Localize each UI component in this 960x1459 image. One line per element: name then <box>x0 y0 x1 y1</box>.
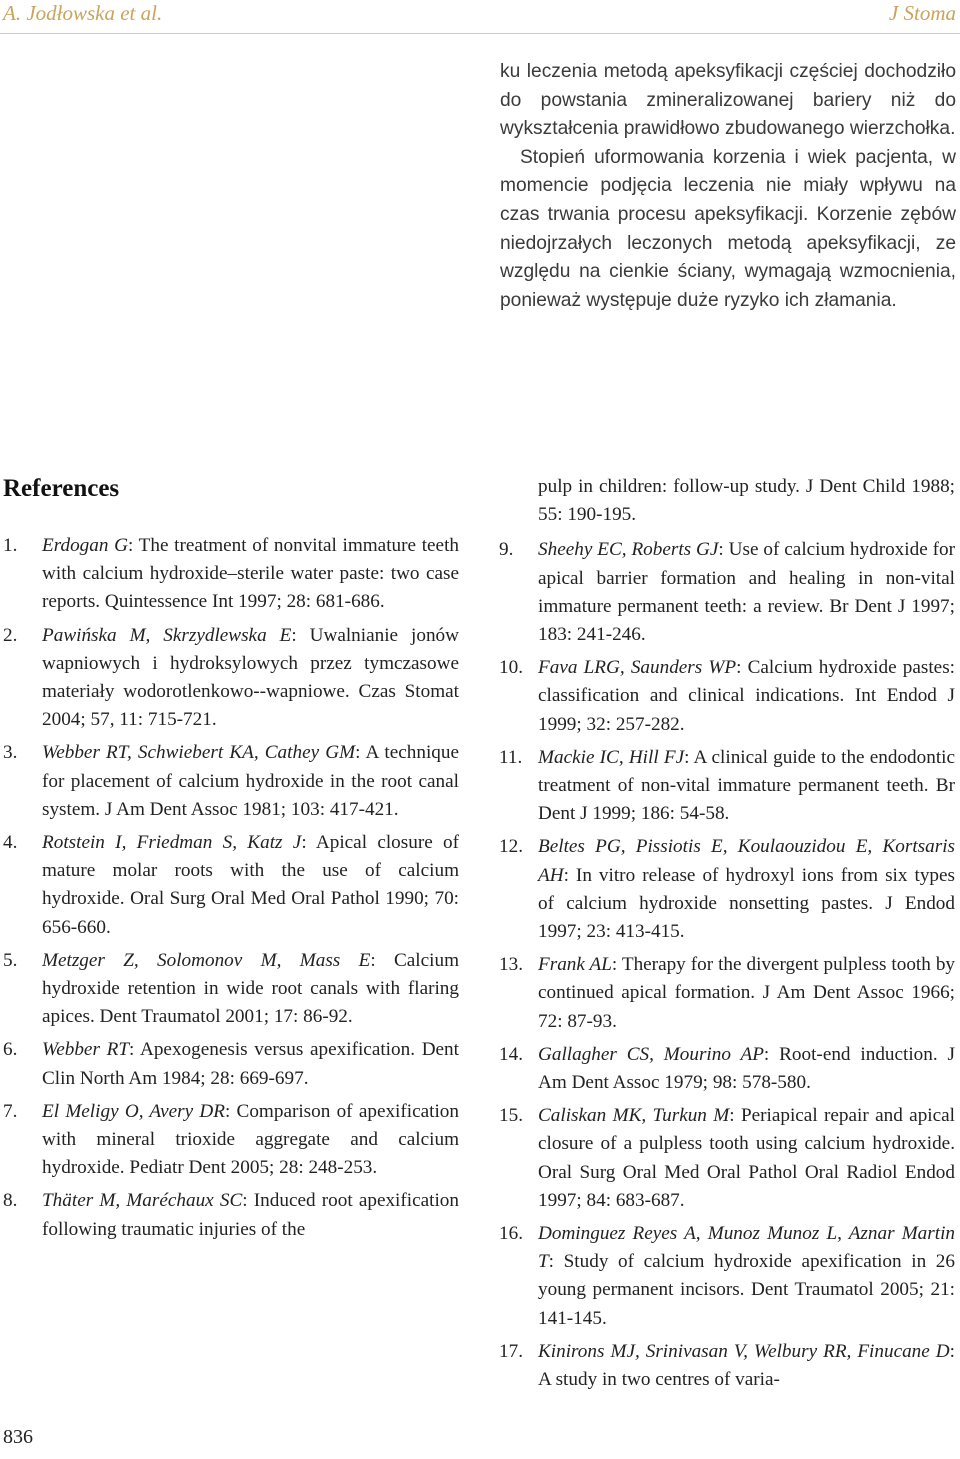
reference-authors: Metzger Z, Solomonov M, Mass E <box>42 949 371 971</box>
reference-item <box>499 654 955 739</box>
reference-text: : Root-end induction. J Am Dent Assoc 1979; 98: 578-580. <box>538 1043 955 1094</box>
reference-text: : A study in two centres of varia- <box>538 1340 955 1391</box>
reference-text: : In vitro release of hydroxyl ions from six types of calcium hydroxide nonsetting pastes. J Endod 1997; 23: 413-415. <box>538 864 955 943</box>
reference-number: 1. <box>3 535 18 556</box>
reference-text: : Apical closure of mature molar roots with the use of calcium hydroxide. Oral Surg Oral Med Oral Pathol 1990; 70: 656-660. <box>42 832 459 938</box>
reference-authors: Beltes PG, Pissiotis E, Koulaouzidou E, Kortsaris AH <box>538 836 955 886</box>
header-divider <box>0 33 960 34</box>
reference-number: 15. <box>499 1105 523 1127</box>
reference-number: 7. <box>3 1100 18 1122</box>
reference-text: : Calcium hydroxide pastes: classification and clinical indications. Int Endod J 1999; 32: 257-282. <box>538 657 955 735</box>
reference-item <box>3 1187 459 1243</box>
reference-number: 12. <box>499 836 523 858</box>
reference-authors: Erdogan G <box>42 535 128 556</box>
body-paragraph: ku leczenia metodą apeksyfikacji częściej dochodziło do powstania zmineralizowanej bariery niż do wykształcenia prawidłowo zbudowanego wierzchołka. <box>500 61 956 140</box>
reference-authors: Frank AL <box>538 954 612 976</box>
reference-number: 2. <box>3 624 18 646</box>
reference-number: 9. <box>499 539 514 561</box>
reference-authors: Pawińska M, Skrzydlewska E <box>42 624 292 646</box>
reference-number: 14. <box>499 1043 523 1065</box>
reference-item <box>3 739 459 824</box>
reference-text: : A technique for placement of calcium hydroxide in the root canal system. J Am Dent Assoc 1981; 103: 417-421. <box>42 742 460 820</box>
reference-number: 10. <box>499 657 523 679</box>
reference-text: : The treatment of nonvital immature teeth with calcium hydroxide–sterile water paste: two case reports. Quintessence Int 1997; 28: 681-686. <box>42 535 459 613</box>
reference-item <box>3 1098 459 1183</box>
reference-item <box>499 1338 955 1394</box>
body-text-continuation <box>500 58 956 315</box>
reference-item <box>499 1220 955 1333</box>
reference-authors: Gallagher CS, Mourino AP <box>538 1043 764 1065</box>
reference-item <box>499 536 955 649</box>
reference-item <box>499 951 955 1036</box>
page-number: 836 <box>3 1426 33 1448</box>
reference-item <box>3 947 459 1032</box>
reference-item <box>3 1036 459 1092</box>
reference-text: : Periapical repair and apical closure of a pulpless tooth using calcium hydroxide. Oral Surg Oral Med Oral Pathol Oral Radiol Endod 1997; 84: 683-687. <box>538 1105 955 1211</box>
body-paragraph: Stopień uformowania korzenia i wiek pacjenta, w momencie podjęcia leczenia nie miały wpływu na czas trwania procesu apeksyfikacji. Korzenie zębów niedojrzałych leczonych metodą apeksyfikacji, ze względu na cienkie ściany, wymagają wzmocnienia, ponieważ występuje duże ryzyko ich złamania. <box>500 146 956 311</box>
reference-item <box>499 744 955 829</box>
running-header-journal: J Stoma <box>888 1 956 25</box>
reference-number: 6. <box>3 1039 18 1061</box>
reference-authors: Fava LRG, Saunders WP <box>538 657 737 679</box>
running-header-authors: A. Jodłowska et al. <box>3 1 163 25</box>
reference-number: 4. <box>3 832 18 854</box>
references-column-left <box>3 532 459 1249</box>
reference-number: 16. <box>499 1223 523 1245</box>
reference-text: : Apexogenesis versus apexification. Dent Clin North Am 1984; 28: 669-697. <box>42 1039 459 1089</box>
reference-authors: Rotstein I, Friedman S, Katz J <box>42 832 302 854</box>
reference-item <box>499 833 955 946</box>
reference-number: 3. <box>3 742 18 764</box>
reference-authors: Kinirons MJ, Srinivasan V, Welbury RR, Finucane D <box>538 1340 950 1362</box>
references-heading: References <box>3 475 120 502</box>
reference-number: 11. <box>499 746 523 768</box>
reference-text: : Induced root apexification following traumatic injuries of the <box>42 1190 459 1240</box>
reference-text: : Uwalnianie jonów wapniowych i hydroksylowych przez tymczasowe materiały wodorotlenkowo--wapniowe. Czas Stomat 2004; 57, 11: 715-721. <box>42 624 459 731</box>
reference-authors: Webber RT, Schwiebert KA, Cathey GM <box>42 742 356 764</box>
reference-item <box>3 829 459 942</box>
reference-item <box>3 532 459 617</box>
reference-authors: Dominguez Reyes A, Munoz Munoz L, Aznar Martin T <box>538 1223 955 1273</box>
reference-authors: Thäter M, Maréchaux SC <box>42 1190 243 1212</box>
reference-authors: Webber RT <box>42 1039 129 1061</box>
reference-continuation: pulp in children: follow-up study. J Dent Child 1988; 55: 190-195. <box>538 476 955 526</box>
reference-text: : Comparison of apexification with mineral trioxide aggregate and calcium hydroxide. Pediatr Dent 2005; 28: 248-253. <box>42 1100 459 1179</box>
reference-text: : A clinical guide to the endodontic treatment of non-vital immature permanent teeth. Br Dent J 1999; 186: 54-58. <box>538 746 955 825</box>
reference-item <box>499 1102 955 1215</box>
reference-authors: El Meligy O, Avery DR <box>42 1100 225 1122</box>
reference-authors: Caliskan MK, Turkun M <box>538 1105 730 1127</box>
references-column-right <box>499 473 955 1399</box>
reference-text: : Therapy for the divergent pulpless tooth by continued apical formation. J Am Dent Assoc 1966; 72: 87-93. <box>538 954 956 1032</box>
reference-number: 17. <box>499 1340 523 1362</box>
reference-text: : Calcium hydroxide retention in wide root canals with flaring apices. Dent Traumatol 2001; 17: 86-92. <box>42 949 460 1028</box>
reference-number: 5. <box>3 949 18 971</box>
reference-item <box>499 1041 955 1097</box>
reference-number: 8. <box>3 1190 18 1212</box>
reference-authors: Sheehy EC, Roberts GJ <box>538 539 719 561</box>
reference-text: : Study of calcium hydroxide apexification in 26 young permanent incisors. Dent Traumatol 2005; 21: 141-145. <box>538 1251 955 1329</box>
reference-item <box>3 622 459 735</box>
reference-text: : Use of calcium hydroxide for apical barrier formation and healing in non-vital immature permanent teeth: a review. Br Dent J 1997; 183: 241-246. <box>538 539 955 646</box>
reference-number: 13. <box>499 954 523 976</box>
reference-authors: Mackie IC, Hill FJ <box>538 746 685 768</box>
